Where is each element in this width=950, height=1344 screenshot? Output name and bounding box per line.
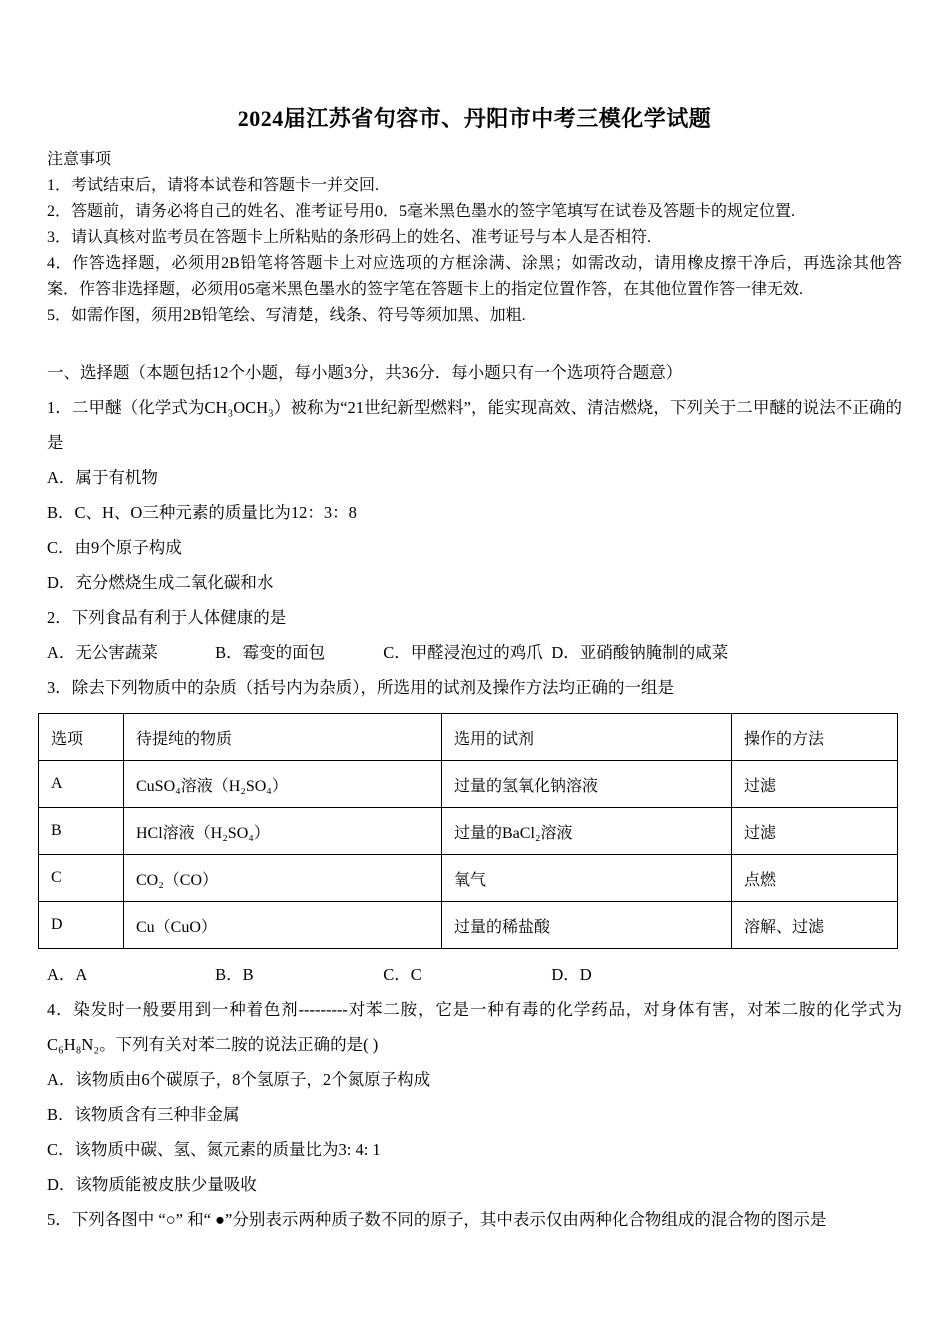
table-cell: 氧气 (442, 855, 732, 902)
question-2-option-a: A．无公害蔬菜 (47, 643, 158, 662)
purification-table (38, 713, 898, 949)
table-cell: 点燃 (732, 855, 898, 902)
notice-item-3: 3．请认真核对监考员在答题卡上所粘贴的条形码上的姓名、准考证号与本人是否相符. (47, 229, 652, 246)
section-heading-choice: 一、选择题（本题包括12个小题，每小题3分，共36分．每小题只有一个选项符合题意） (47, 363, 683, 382)
question-5 (47, 1202, 902, 1237)
question-1-option-a: A．属于有机物 (47, 468, 158, 487)
question-4-option-c: C．该物质中碳、氢、氮元素的质量比为3: 4: 1 (47, 1140, 381, 1159)
page-title: 2024届江苏省句容市、丹阳市中考三模化学试题 (237, 106, 712, 131)
table-cell: 过量的氢氧化钠溶液 (442, 761, 732, 808)
notice-item-2: 2．答题前，请务必将自己的姓名、准考证号用0．5毫米黑色墨水的签字笔填写在试卷及答题卡的规定位置. (47, 203, 796, 220)
table-header-substance: 待提纯的物质 (124, 714, 442, 761)
table-cell: 过滤 (732, 761, 898, 808)
question-3-answers (47, 957, 902, 992)
table-row (39, 808, 898, 855)
question-3-answer-d: D．D (551, 965, 592, 984)
table-cell: C (39, 855, 124, 902)
question-4-stem: 4．染发时一般要用到一种着色剂---------对苯二胺，它是一种有毒的化学药品，对身体有害，对苯二胺的化学式为C₆H₈N₂。下列有关对苯二胺的说法正确的是( ) (47, 1000, 902, 1054)
question-4-option-b: B．该物质含有三种非金属 (47, 1105, 240, 1124)
table-header-reagent: 选用的试剂 (442, 714, 732, 761)
question-2-option-c: C．甲醛浸泡过的鸡爪 (383, 643, 543, 662)
table-cell: Cu（CuO） (124, 902, 442, 949)
question-4-option-d: D．该物质能被皮肤少量吸收 (47, 1175, 257, 1194)
question-2 (47, 600, 902, 670)
table-cell: CO₂（CO） (124, 855, 442, 902)
notice-item-1: 1．考试结束后，请将本试卷和答题卡一并交回. (47, 177, 380, 194)
table-cell: 过量的BaCl₂溶液 (442, 808, 732, 855)
question-3-answer-a: A．A (47, 965, 88, 984)
table-cell: HCl溶液（H₂SO₄） (124, 808, 442, 855)
table-header-method: 操作的方法 (732, 714, 898, 761)
question-3-stem: 3．除去下列物质中的杂质（括号内为杂质），所选用的试剂及操作方法均正确的一组是 (47, 678, 674, 697)
question-3-answer-b: B．B (215, 965, 254, 984)
question-1-stem: 1．二甲醚（化学式为CH₃OCH₃）被称为“21世纪新型燃料”，能实现高效、清洁燃烧，下列关于二甲醚的说法不正确的是 (47, 398, 902, 452)
question-5-stem: 5．下列各图中 “○” 和“ ●”分别表示两种质子数不同的原子，其中表示仅由两种化合物组成的混合物的图示是 (47, 1210, 827, 1229)
question-2-option-d: D．亚硝酸钠腌制的咸菜 (551, 643, 729, 662)
question-1-option-d: D．充分燃烧生成二氧化碳和水 (47, 573, 274, 592)
question-2-options (47, 635, 902, 670)
table-cell: 过滤 (732, 808, 898, 855)
table-cell: D (39, 902, 124, 949)
question-3 (47, 670, 902, 992)
table-row (39, 855, 898, 902)
question-2-option-b: B．霉变的面包 (215, 643, 326, 662)
question-2-stem: 2．下列食品有利于人体健康的是 (47, 608, 287, 627)
question-1-option-b: B．C、H、O三种元素的质量比为12：3：8 (47, 503, 357, 522)
table-cell: 溶解、过滤 (732, 902, 898, 949)
question-4 (47, 992, 902, 1202)
table-header-option: 选项 (39, 714, 124, 761)
table-row (39, 761, 898, 808)
table-cell: B (39, 808, 124, 855)
table-header-row (39, 714, 898, 761)
notice-section (47, 147, 902, 329)
table-cell: A (39, 761, 124, 808)
question-1 (47, 390, 902, 600)
table-cell: 过量的稀盐酸 (442, 902, 732, 949)
question-4-option-a: A．该物质由6个碳原子，8个氢原子，2个氮原子构成 (47, 1070, 431, 1089)
question-3-answer-c: C．C (383, 965, 422, 984)
table-row (39, 902, 898, 949)
notice-item-5: 5．如需作图，须用2B铅笔绘、写清楚，线条、符号等须加黑、加粗. (47, 307, 526, 324)
notice-heading: 注意事项 (47, 151, 112, 168)
notice-item-4: 4．作答选择题，必须用2B铅笔将答题卡上对应选项的方框涂满、涂黑；如需改动，请用橡皮擦干净后，再选涂其他答案．作答非选择题，必须用05毫米黑色墨水的签字笔在答题卡上的指定位置作答，在其他位置作答一律无效. (47, 255, 902, 298)
table-cell: CuSO₄溶液（H₂SO₄） (124, 761, 442, 808)
question-1-option-c: C．由9个原子构成 (47, 538, 182, 557)
